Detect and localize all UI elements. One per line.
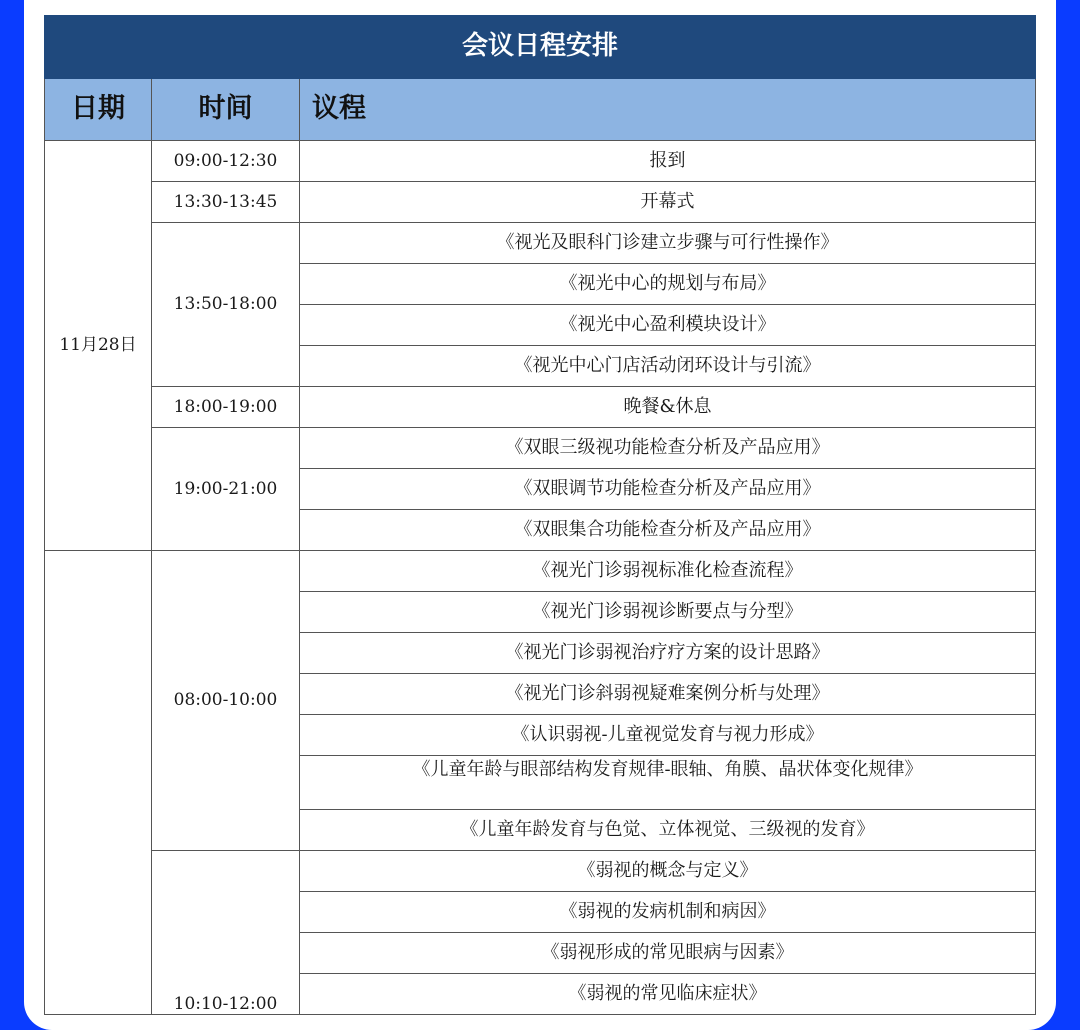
agenda-item: 《视光中心门店活动闭环设计与引流》: [300, 346, 1036, 387]
agenda-item: 《弱视的发病机制和病因》: [300, 892, 1036, 933]
agenda-item: 《弱视形成的常见眼病与因素》: [300, 933, 1036, 974]
time-cell: 18:00-19:00: [152, 387, 300, 428]
table-row: [45, 851, 1036, 892]
header-time: 时间: [152, 79, 300, 141]
header-row: [45, 79, 1036, 141]
agenda-item: 开幕式: [300, 182, 1036, 223]
header-agenda: 议程: [300, 79, 1036, 141]
agenda-item: 《视光门诊弱视标准化检查流程》: [300, 551, 1036, 592]
schedule-table: [44, 15, 1036, 1015]
table-row: [45, 428, 1036, 469]
agenda-item: 《儿童年龄发育与色觉、立体视觉、三级视的发育》: [300, 810, 1036, 851]
agenda-item: 报到: [300, 141, 1036, 182]
agenda-item: 《弱视的概念与定义》: [300, 851, 1036, 892]
table-row: [45, 551, 1036, 592]
schedule-title: 会议日程安排: [45, 16, 1036, 79]
agenda-item: 《双眼调节功能检查分析及产品应用》: [300, 469, 1036, 510]
agenda-item: 《认识弱视-儿童视觉发育与视力形成》: [300, 715, 1036, 756]
agenda-item: 《视光及眼科门诊建立步骤与可行性操作》: [300, 223, 1036, 264]
agenda-item: 《视光门诊斜弱视疑难案例分析与处理》: [300, 674, 1036, 715]
time-cell: 13:50-18:00: [152, 223, 300, 387]
agenda-item: 《视光门诊弱视诊断要点与分型》: [300, 592, 1036, 633]
agenda-item: 《视光中心盈利模块设计》: [300, 305, 1036, 346]
date-cell-empty: [45, 551, 152, 1015]
table-row: [45, 387, 1036, 428]
table-row: [45, 182, 1036, 223]
agenda-item: 《弱视的常见临床症状》: [300, 974, 1036, 1015]
time-cell: 08:00-10:00: [152, 551, 300, 851]
agenda-item: 《视光中心的规划与布局》: [300, 264, 1036, 305]
agenda-item: 晚餐&休息: [300, 387, 1036, 428]
date-cell: 11月28日: [45, 141, 152, 551]
table-row: [45, 141, 1036, 182]
agenda-item: 《视光门诊弱视治疗疗方案的设计思路》: [300, 633, 1036, 674]
agenda-item: 《双眼集合功能检查分析及产品应用》: [300, 510, 1036, 551]
time-cell: 13:30-13:45: [152, 182, 300, 223]
time-cell: 10:10-12:00: [152, 851, 300, 1015]
time-cell: 19:00-21:00: [152, 428, 300, 551]
header-date: 日期: [45, 79, 152, 141]
time-cell: 09:00-12:30: [152, 141, 300, 182]
agenda-item: 《双眼三级视功能检查分析及产品应用》: [300, 428, 1036, 469]
agenda-item: 《儿童年龄与眼部结构发育规律-眼轴、角膜、晶状体变化规律》: [300, 756, 1036, 810]
table-row: [45, 223, 1036, 264]
